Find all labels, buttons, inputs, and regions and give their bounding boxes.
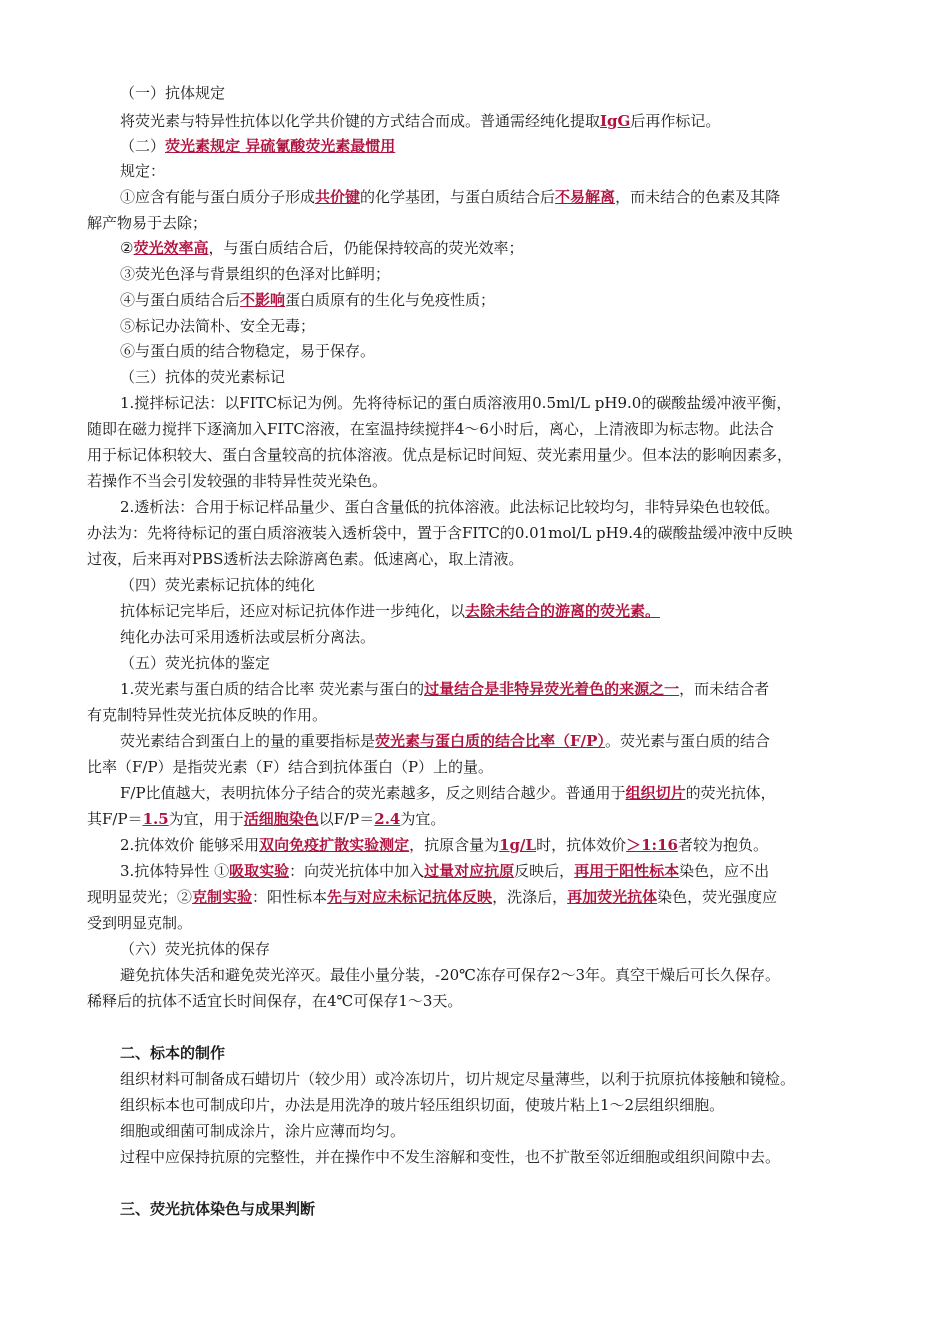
text-line (120, 939, 270, 959)
highlighted-term: 克制实验 (192, 888, 253, 906)
text-segment: （二） (120, 137, 166, 155)
text-segment: 反映后， (514, 862, 575, 880)
highlighted-term: 2.4 (374, 810, 401, 828)
text-line (120, 341, 375, 361)
text-segment: （三）抗体的荧光素标记 (120, 368, 286, 386)
text-segment: 过夜，后来再对PBS透析法去除游离色素。低速离心，取上清液。 (87, 550, 524, 568)
text-line (120, 290, 495, 310)
text-segment: （六）荧光抗体的保存 (120, 940, 271, 958)
text-line (120, 965, 780, 985)
text-line (120, 83, 225, 103)
text-line (120, 187, 780, 207)
text-segment: 将荧光素与特异性抗体以化学共价键的方式结合而成。普通需经纯化提取 (120, 112, 601, 130)
text-segment: 者较为抱负。 (677, 836, 768, 854)
text-line (120, 393, 791, 413)
text-segment: 有克制特异性荧光抗体反映的作用。 (87, 706, 328, 724)
text-segment: 抗体标记完毕后，还应对标记抗体作进一步纯化，以 (120, 602, 466, 620)
text-line (87, 445, 792, 465)
text-segment: 过程中应保持抗原的完整性，并在操作中不发生溶解和变性，也不扩散至邻近细胞或组织间隙中去。 (120, 1148, 781, 1166)
text-segment: 避免抗体失活和避免荧光淬灭。最佳小量分装，-20℃冻存可保存2～3年。真空干燥后可长久保存。 (120, 966, 781, 984)
text-segment: 。荧光素与蛋白质的结合 (604, 732, 770, 750)
highlighted-term: 再用于阳性标本 (574, 862, 680, 880)
text-segment: （四）荧光素标记抗体的纯化 (120, 576, 316, 594)
text-line (120, 497, 779, 517)
highlighted-term: 共价键 (315, 188, 361, 206)
text-line (120, 1095, 724, 1115)
text-segment: ② (120, 239, 134, 257)
highlighted-term: 1.5 (142, 810, 169, 828)
text-line (120, 575, 315, 595)
text-segment: ，与蛋白质结合后，仍能保持较高的荧光效率； (208, 239, 524, 257)
highlighted-term: 组织切片 (625, 784, 686, 802)
text-line (87, 913, 192, 933)
text-segment: 用于标记体积较大、蛋白含量较高的抗体溶液。优点是标记时间短、荧光素用量少。但本法的影响因素多， (87, 446, 793, 464)
highlighted-term: 活细胞染色 (243, 810, 319, 828)
text-line (87, 809, 445, 829)
text-segment: 二、标本的制作 (120, 1044, 226, 1062)
highlighted-term: 双向免疫扩散实验测定 (259, 836, 410, 854)
highlighted-term: ＞1:16 (626, 836, 678, 854)
text-line (120, 653, 270, 673)
text-segment: ，而未结合者 (679, 680, 770, 698)
text-line (87, 705, 327, 725)
section-heading (120, 1043, 225, 1063)
highlighted-term: 吸取实验 (229, 862, 290, 880)
text-line (87, 757, 493, 777)
text-line (120, 264, 390, 284)
text-segment: （五）荧光抗体的鉴定 (120, 654, 271, 672)
text-line (120, 627, 375, 647)
text-line (120, 1069, 795, 1089)
highlighted-term: 荧光效率高 (133, 239, 209, 257)
text-line (87, 887, 777, 907)
text-segment: 其F/P＝ (87, 810, 143, 828)
text-segment: 现明显荧光；② (87, 888, 193, 906)
highlighted-term: 过量对应抗原 (424, 862, 515, 880)
text-line (87, 419, 774, 439)
text-segment: 为宜，用于 (168, 810, 244, 828)
text-line (120, 238, 523, 258)
text-segment: 后再作标记。 (630, 112, 721, 130)
highlighted-term: 不影响 (240, 291, 286, 309)
text-segment: 细胞或细菌可制成涂片，涂片应薄而均匀。 (120, 1122, 406, 1140)
text-segment: ，而未结合的色素及其降 (615, 188, 781, 206)
highlighted-term: 过量结合是非特异荧光着色的来源之一 (424, 680, 680, 698)
text-segment: 办法为：先将待标记的蛋白质溶液装入透析袋中，置于含FITC的0.01mol/L pH9.4的碳酸盐缓冲液中反映 (87, 524, 793, 542)
text-segment: 荧光素结合到蛋白上的量的重要指标是 (120, 732, 376, 750)
text-segment: 受到明显克制。 (87, 914, 193, 932)
text-line (120, 601, 660, 621)
text-line (120, 731, 770, 751)
text-segment: 1.搅拌标记法：以FITC标记为例。先将待标记的蛋白质溶液用0.5ml/L pH9.0的碳酸盐缓冲液平衡， (120, 394, 792, 412)
text-line (87, 549, 523, 569)
text-line (120, 111, 720, 131)
highlighted-term: 去除未结合的游离的荧光素。 (465, 602, 661, 620)
highlighted-term: 不易解离 (555, 188, 616, 206)
text-line (120, 783, 776, 803)
text-segment: ④与蛋白质结合后 (120, 291, 241, 309)
text-line (87, 213, 207, 233)
highlighted-term: 先与对应未标记抗体反映 (327, 888, 493, 906)
text-segment: 解产物易于去除； (87, 214, 208, 232)
text-segment: 三、荧光抗体染色与成果判断 (120, 1200, 316, 1218)
text-segment: 稀释后的抗体不适宜长时间保存，在4℃可保存1～3天。 (87, 992, 463, 1010)
text-segment: ③荧光色泽与背景组织的色泽对比鲜明； (120, 265, 391, 283)
text-line (120, 861, 769, 881)
text-segment: 时，抗体效价 (536, 836, 627, 854)
text-segment: 若操作不当会引发较强的非特异性荧光染色。 (87, 472, 388, 490)
text-segment: ①应含有能与蛋白质分子形成 (120, 188, 316, 206)
text-segment: ，抗原含量为 (409, 836, 500, 854)
text-segment: 的荧光抗体， (685, 784, 776, 802)
text-segment: 1.荧光素与蛋白质的结合比率 荧光素与蛋白的 (120, 680, 425, 698)
highlighted-term: 荧光素与蛋白质的结合比率（F/P） (375, 732, 605, 750)
text-segment: 染色，应不出 (679, 862, 770, 880)
text-segment: （一）抗体规定 (120, 84, 226, 102)
text-segment: 2.透析法：合用于标记样品量少、蛋白含量低的抗体溶液。此法标记比较均匀，非特异染色也较低。 (120, 498, 780, 516)
text-line (87, 523, 793, 543)
text-segment: ，洗涤后， (492, 888, 568, 906)
text-line (120, 316, 315, 336)
text-segment: ：向荧光抗体中加入 (289, 862, 425, 880)
text-line (120, 136, 395, 156)
text-segment: 3.抗体特异性 ① (120, 862, 230, 880)
text-segment: 蛋白质原有的生化与免疫性质； (285, 291, 496, 309)
text-line (120, 835, 768, 855)
text-segment: 以F/P＝ (318, 810, 375, 828)
text-segment: ⑥与蛋白质的结合物稳定，易于保存。 (120, 342, 376, 360)
text-segment: 纯化办法可采用透析法或层析分离法。 (120, 628, 376, 646)
text-segment: 比率（F/P）是指荧光素（F）结合到抗体蛋白（P）上的量。 (87, 758, 494, 776)
text-segment: F/P比值越大，表明抗体分子结合的荧光素越多，反之则结合越少。普通用于 (120, 784, 626, 802)
text-line (120, 367, 285, 387)
text-line (120, 1147, 780, 1167)
highlighted-term: 荧光素规定 异硫氰酸荧光素最惯用 (165, 137, 396, 155)
text-segment: 规定： (120, 162, 166, 180)
text-line (87, 991, 462, 1011)
text-line (120, 1121, 405, 1141)
text-segment: 为宜。 (400, 810, 446, 828)
highlighted-term: 1g/L (499, 836, 537, 854)
highlighted-term: 再加荧光抗体 (567, 888, 658, 906)
highlighted-term: IgG (600, 112, 631, 130)
text-segment: 2.抗体效价 能够采用 (120, 836, 260, 854)
text-segment: 随即在磁力搅拌下逐滴加入FITC溶液，在室温持续搅拌4～6小时后，离心，上清液即为标志物。此法合 (87, 420, 774, 438)
text-line (120, 161, 165, 181)
text-line (120, 679, 769, 699)
text-segment: 组织材料可制备成石蜡切片（较少用）或冷冻切片，切片规定尽量薄些，以利于抗原抗体接触和镜检。 (120, 1070, 796, 1088)
text-segment: 组织标本也可制成印片，办法是用洗净的玻片轻压组织切面，使玻片粘上1～2层组织细胞。 (120, 1096, 725, 1114)
text-segment: ：阳性标本 (252, 888, 328, 906)
section-heading (120, 1199, 315, 1219)
text-line (87, 471, 387, 491)
text-segment: 的化学基团，与蛋白质结合后 (360, 188, 556, 206)
text-segment: ⑤标记办法简朴、安全无毒； (120, 317, 316, 335)
text-segment: 染色，荧光强度应 (657, 888, 778, 906)
